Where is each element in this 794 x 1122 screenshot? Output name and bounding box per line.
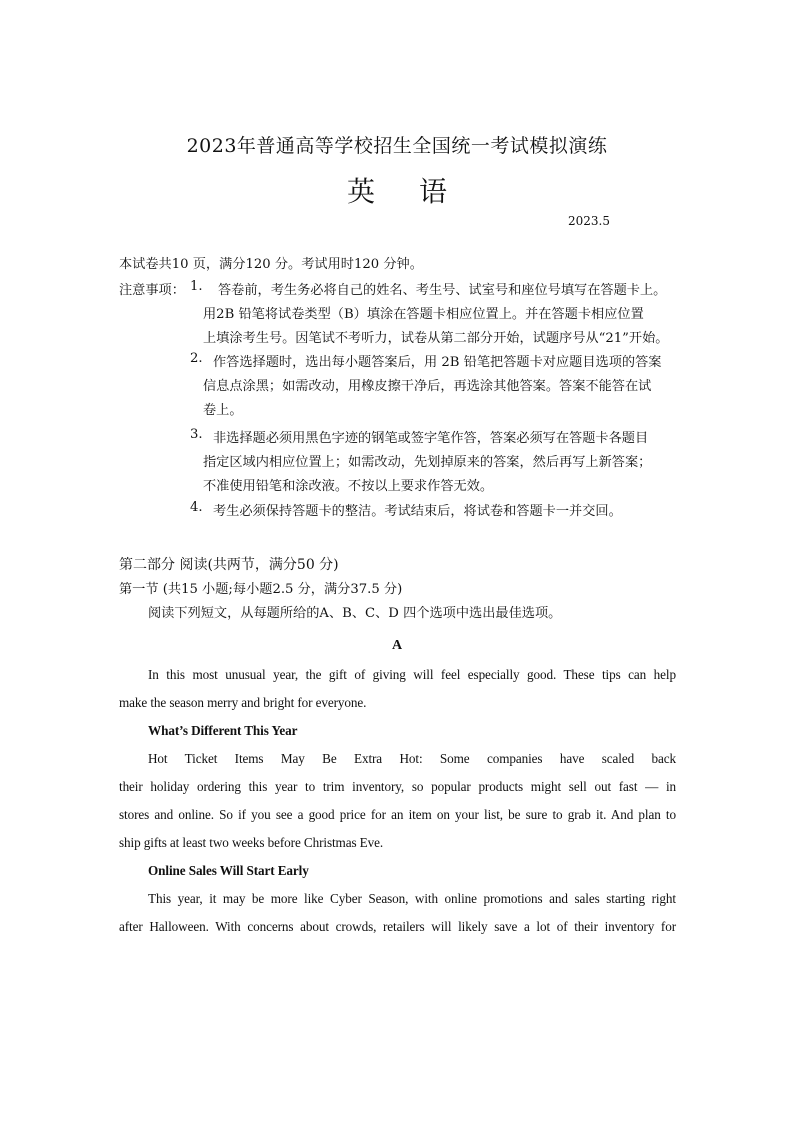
note-2-line-3: 卷上。 <box>203 403 243 418</box>
note-3-line-2: 指定区域内相应位置上；如需改动，先划掉原来的答案，然后再写上新答案； <box>203 455 652 470</box>
note-1-number: 1. <box>190 279 203 294</box>
passage-line: ship gifts at least two weeks before Christmas Eve. <box>119 835 384 850</box>
passage-line: In this most unusual year, the gift of giving will feel especially good. These tips can help <box>148 667 676 682</box>
passage-subheading: What’s Different This Year <box>148 723 298 738</box>
note-4-number: 4. <box>190 500 203 515</box>
note-4-line-1: 考生必须保持答题卡的整洁。考试结束后，将试卷和答题卡一并交回。 <box>213 504 622 519</box>
passage-line: Hot Ticket Items May Be Extra Hot: Some companies have scaled back <box>148 751 676 766</box>
note-1-line-1: 答卷前，考生务必将自己的姓名、考生号、试室号和座位号填写在答题卡上。 <box>218 283 667 298</box>
note-2-line-2: 信息点涂黑；如需改动，用橡皮擦干净后，再选涂其他答案。答案不能答在试 <box>203 379 652 394</box>
notes-label: 注意事项： <box>119 283 185 298</box>
subject-title: 英语 <box>346 175 491 208</box>
note-2-line-1: 作答选择题时，选出每小题答案后，用 2B 铅笔把答题卡对应题目选项的答案 <box>213 355 662 370</box>
note-1-line-3: 上填涂考生号。因笔试不考听力，试卷从第二部分开始，试题序号从“21”开始。 <box>203 331 669 346</box>
passage-line: after Halloween. With concerns about crowds, retailers will likely save a lot of their inventory for <box>119 919 676 934</box>
note-1-line-2: 用2B 铅笔将试卷类型（B）填涂在答题卡相应位置上。并在答题卡相应位置 <box>203 307 644 322</box>
part-heading: 第二部分 阅读(共两节，满分50 分) <box>119 557 339 573</box>
section-instruction: 阅读下列短文，从每题所给的A、B、C、D 四个选项中选出最佳选项。 <box>148 606 562 621</box>
intro-text: 本试卷共10 页，满分120 分。考试用时120 分钟。 <box>119 257 423 272</box>
note-2-number: 2. <box>190 351 203 366</box>
section-heading: 第一节 (共15 小题;每小题2.5 分，满分37.5 分) <box>119 582 403 597</box>
passage-line: stores and online. So if you see a good price for an item on your list, be sure to grab it. And plan to <box>119 807 676 822</box>
passage-line: make the season merry and bright for everyone. <box>119 695 367 710</box>
exam-date: 2023.5 <box>568 214 610 228</box>
passage-line: This year, it may be more like Cyber Season, with online promotions and sales starting right <box>148 891 676 906</box>
passage-line: their holiday ordering this year to trim inventory, so popular products might sell out fast — in <box>119 779 676 794</box>
exam-title: 2023年普通高等学校招生全国统一考试模拟演练 <box>186 135 608 157</box>
note-3-line-1: 非选择题必须用黑色字迹的钢笔或签字笔作答，答案必须写在答题卡各题目 <box>213 431 649 446</box>
passage-label: A <box>391 638 403 653</box>
passage-subheading: Online Sales Will Start Early <box>148 863 309 878</box>
note-3-number: 3. <box>190 427 203 442</box>
note-3-line-3: 不准使用铅笔和涂改液。不按以上要求作答无效。 <box>203 479 494 494</box>
